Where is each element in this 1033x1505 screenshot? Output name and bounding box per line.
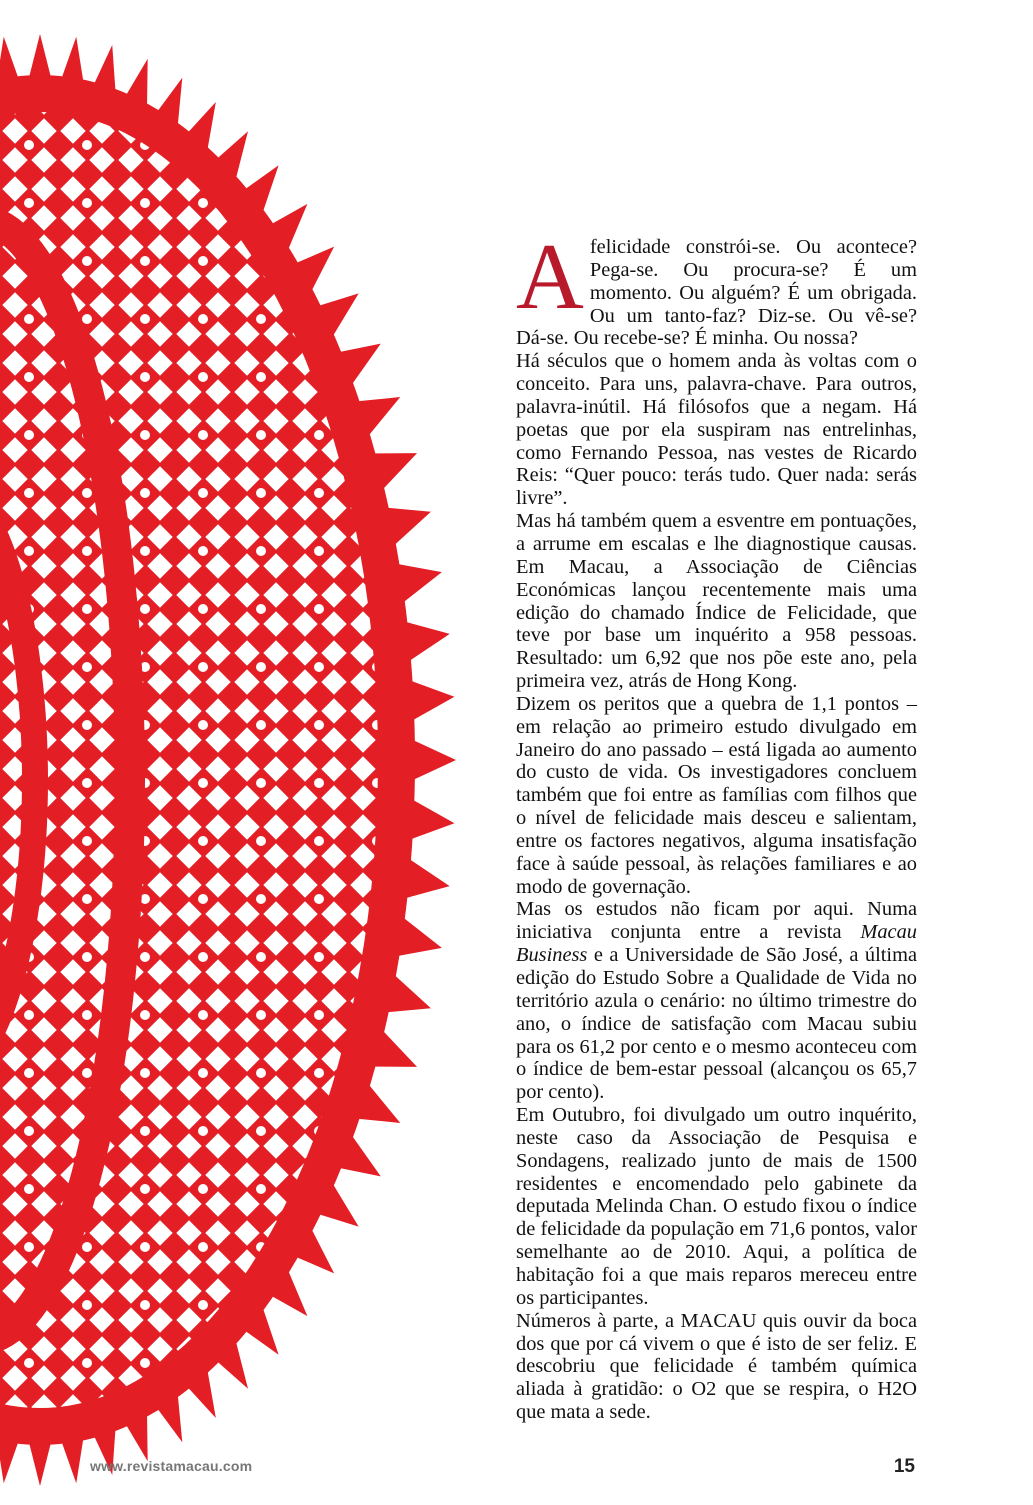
magazine-title: Macau Business [516, 921, 917, 967]
paragraph-text: felicidade constrói-se. Ou acontece? Pega-se. Ou procura-se? É um momento. Ou alguém? É um obrigada. Ou um tanto-faz? Diz-se. Ou vê-se? Dá-se. Ou recebe-se? É minha. Ou nossa? [516, 236, 917, 350]
drop-cap: A [516, 225, 584, 329]
website-link[interactable]: www.revistamacau.com [90, 1458, 253, 1474]
lace-spike [29, 1442, 51, 1486]
paragraph [516, 225, 917, 350]
lace-spike [404, 621, 449, 661]
lace-spike [61, 1437, 83, 1483]
paragraph: Números à parte, a MACAU quis ouvir da boca dos que por cá vivem o que é isto de ser feliz. E descobriu que felicidade é também química aliada à gratidão: o O2 que se respira, o H2O que mata a sede. [516, 1309, 917, 1424]
red-lace-ornament [0, 0, 470, 1505]
lace-spike [412, 740, 456, 781]
lace-spike [61, 37, 83, 83]
article-body [516, 225, 917, 1424]
lace-spike [409, 680, 454, 721]
page-number: 15 [893, 1456, 915, 1477]
lace-spike [0, 1437, 19, 1483]
lace-spike [409, 799, 454, 840]
paragraph: Dizem os peritos que a quebra de 1,1 pontos – em relação ao primeiro estudo divulgado em Janeiro do ano passado – está ligada ao aumento do custo de vida. Os investigadores concluem também que foi entre as famílias com filhos que o nível de felicidade mais desceu e salientam, entre os factores negativos, alguma insatisfação face à saúde pessoal, às relações familiares e ao modo de governação. [516, 692, 917, 898]
paragraph [516, 898, 917, 1104]
lace-spike [29, 34, 51, 78]
paragraph: Mas há também quem a esventre em pontuações, a arrume em escalas e lhe diagnostique causas. Em Macau, a Associação de Ciências Económicas lançou recentemente mais uma edição do chamado Índice de Felicidade, que teve por base um inquérito a 958 pessoas. Resultado: um 6,92 que nos põe este ano, pela primeira vez, atrás de Hong Kong. [516, 510, 917, 693]
paragraph: Há séculos que o homem anda às voltas com o conceito. Para uns, palavra-chave. Para outros, palavra-inútil. Há filósofos que a negam. Há poetas que por ela suspiram nas entrelinhas, como Fernando Pessoa, nas vestes de Ricardo Reis: “Quer pouco: terás tudo. Quer nada: serás livre”. [516, 350, 917, 510]
paragraph-text: e a Universidade de São José, a última edição do Estudo Sobre a Qualidade de Vida no território azula o cenário: no último trimestre do ano, o índice de satisfação com Macau subiu para os 61,2 por cento e o mesmo aconteceu com o índice de bem-estar pessoal (alcançou os 65,7 por cento). [516, 944, 917, 1104]
lace-spike [404, 858, 449, 898]
paragraph: Em Outubro, foi divulgado um outro inquérito, neste caso da Associação de Pesquisa e Sondagens, realizado junto de mais de 1500 residentes e encomendado pelo gabinete da deputada Melinda Chan. O estudo fixou o índice de felicidade da população em 71,6 pontos, valor semelhante ao de 2010. Aqui, a política de habitação foi a que mais reparos mereceu entre os participantes. [516, 1104, 917, 1309]
paragraph-text: Mas os estudos não ficam por aqui. Numa iniciativa conjunta entre a revista [516, 898, 917, 944]
lace-spike [0, 37, 19, 83]
